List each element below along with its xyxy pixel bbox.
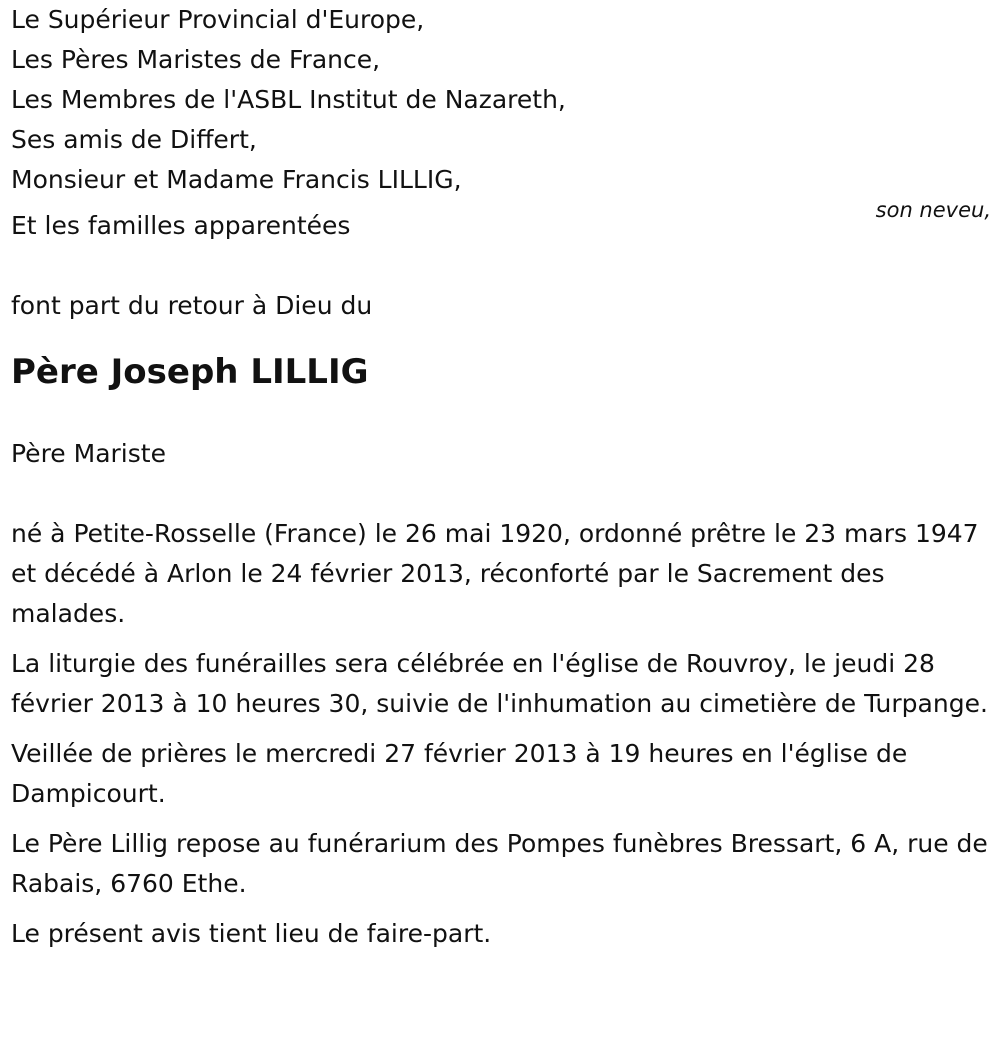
sender-line: Les Membres de l'ASBL Institut de Nazareth,	[11, 85, 566, 114]
deceased-name: Père Joseph LILLIG	[11, 352, 369, 392]
religious-title: Père Mariste	[11, 439, 166, 468]
funeral-home-paragraph: Le Père Lillig repose au funérarium des Pompes funèbres Bressart, 6 A, rue de Rabais, 6760 Ethe.	[11, 829, 988, 898]
families-line: Et les familles apparentées	[11, 211, 351, 240]
sender-line: Le Supérieur Provincial d'Europe,	[11, 5, 425, 34]
senders-block	[11, 0, 991, 200]
sender-line: Ses amis de Differt,	[11, 125, 257, 154]
closing-note: Le présent avis tient lieu de faire-part.	[11, 919, 492, 948]
announcement-line: font part du retour à Dieu du	[11, 291, 373, 320]
biography-paragraph: né à Petite-Rosselle (France) le 26 mai 1920, ordonné prêtre le 23 mars 1947 et décédé à Arlon le 24 février 2013, réconforté par le Sacrement des malades.	[11, 519, 979, 628]
vigil-paragraph: Veillée de prières le mercredi 27 février 2013 à 19 heures en l'église de Dampicourt.	[11, 739, 908, 808]
relation-label: son neveu,	[875, 198, 991, 222]
death-notice	[11, 0, 991, 954]
sender-line: Les Pères Maristes de France,	[11, 45, 381, 74]
sender-line: Monsieur et Madame Francis LILLIG,	[11, 165, 462, 194]
funeral-liturgy-paragraph: La liturgie des funérailles sera célébrée en l'église de Rouvroy, le jeudi 28 février 2013 à 10 heures 30, suivie de l'inhumation au cimetière de Turpange.	[11, 649, 988, 718]
